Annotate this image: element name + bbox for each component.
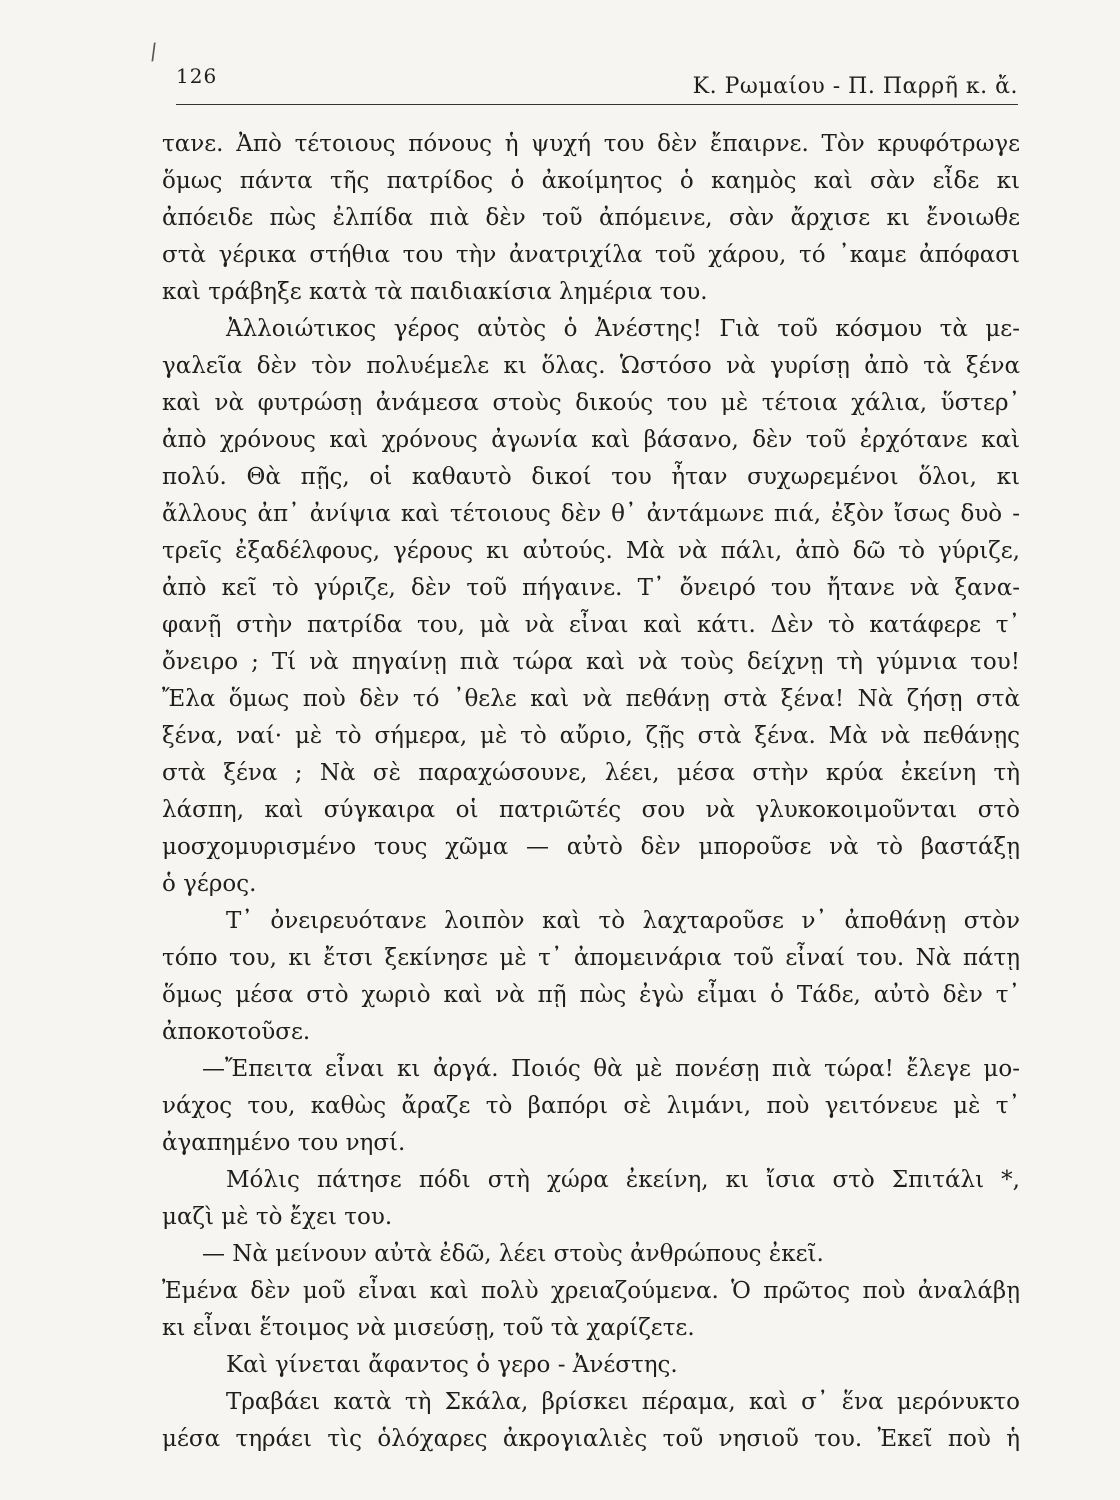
text-line: ὁ γέρος. [162, 871, 257, 897]
text-line: Τραβάει κατὰ τὴ Σκάλα, βρίσκει πέραμα, καὶ σ᾽ ἕνα μερόνυκτο [226, 1389, 1020, 1415]
text-line: ἀποκοτοῦσε. [162, 1019, 311, 1045]
text-line: —Ἔπειτα εἶναι κι ἀργά. Ποιός θὰ μὲ πονέσῃ πιὰ τώρα! ἔλεγε μο- [202, 1056, 1020, 1082]
text-line: ὅμως πάντα τῆς πατρίδος ὁ ἀκοίμητος ὁ καημὸς καὶ σὰν εἶδε κι [162, 168, 1020, 194]
margin-pencil-mark: / [147, 39, 160, 66]
text-line: τόπο του, κι ἔτσι ξεκίνησε μὲ τ᾽ ἀπομεινάρια τοῦ εἶναί του. Νὰ πάτῃ [162, 945, 1020, 971]
text-line: μαζὶ μὲ τὸ ἔχει του. [162, 1204, 393, 1230]
text-line: ἀγαπημένο του νησί. [162, 1130, 406, 1156]
text-line: στὰ ξένα ; Νὰ σὲ παραχώσουνε, λέει, μέσα στὴν κρύα ἐκείνη τὴ [162, 760, 1020, 786]
text-line: ὄνειρο ; Τί νὰ πηγαίνῃ πιὰ τώρα καὶ νὰ τοὺς δείχνῃ τὴ γύμνια του! [162, 649, 1020, 675]
text-line: μοσχομυρισμένο τους χῶμα — αὐτὸ δὲν μποροῦσε νὰ τὸ βαστάξῃ [162, 834, 1020, 860]
page-number: 126 [176, 64, 218, 88]
text-line: στὰ γέρικα στήθια του τὴν ἀνατριχίλα τοῦ χάρου, τό ᾽καμε ἀπόφασι [162, 242, 1020, 268]
text-line: Ἀλλοιώτικος γέρος αὐτὸς ὁ Ἀνέστης! Γιὰ τοῦ κόσμου τὰ με- [226, 316, 1020, 342]
text-line: Καὶ γίνεται ἄφαντος ὁ γερο - Ἀνέστης. [226, 1352, 678, 1378]
text-line: ἀπόειδε πὼς ἐλπίδα πιὰ δὲν τοῦ ἀπόμεινε, σὰν ἄρχισε κι ἔνοιωθε [162, 205, 1020, 231]
text-line: — Νὰ μείνουν αὐτὰ ἐδῶ, λέει στοὺς ἀνθρώπους ἐκεῖ. [202, 1241, 824, 1267]
text-line: φανῇ στὴν πατρίδα του, μὰ νὰ εἶναι καὶ κάτι. Δὲν τὸ κατάφερε τ᾽ [162, 612, 1020, 638]
text-line: κι εἶναι ἕτοιμος νὰ μισεύσῃ, τοῦ τὰ χαρίζετε. [162, 1315, 695, 1341]
text-line: μέσα τηράει τὶς ὁλόχαρες ἀκρογιαλιὲς τοῦ νησιοῦ του. Ἐκεῖ ποὺ ἡ [162, 1426, 1020, 1452]
text-line: ἀπὸ χρόνους καὶ χρόνους ἀγωνία καὶ βάσανο, δὲν τοῦ ἐρχότανε καὶ [162, 427, 1020, 453]
text-line: λάσπη, καὶ σύγκαιρα οἱ πατριῶτές σου νὰ γλυκοκοιμοῦνται στὸ [162, 797, 1020, 823]
text-line: τανε. Ἀπὸ τέτοιους πόνους ἡ ψυχή του δὲν ἔπαιρνε. Τὸν κρυφότρωγε [162, 131, 1020, 157]
text-line: πολύ. Θὰ πῇς, οἱ καθαυτὸ δικοί του ἦταν συχωρεμένοι ὅλοι, κι [162, 464, 1020, 490]
text-line: ὅμως μέσα στὸ χωριὸ καὶ νὰ πῇ πὼς ἐγὼ εἶμαι ὁ Τάδε, αὐτὸ δὲν τ᾽ [162, 982, 1020, 1008]
text-line: καὶ νὰ φυτρώσῃ ἀνάμεσα στοὺς δικούς του μὲ τέτοια χάλια, ὕστερ᾽ [162, 390, 1020, 416]
running-head: Κ. Ρωμαίου - Π. Παρρῆ κ. ἄ. [692, 74, 1018, 99]
text-line: ἄλλους ἀπ᾽ ἀνίψια καὶ τέτοιους δὲν θ᾽ ἀντάμωνε πιά, ἐξὸν ἴσως δυὸ - [162, 501, 1020, 527]
page-header [176, 58, 1018, 105]
text-line: ξένα, ναί· μὲ τὸ σήμερα, μὲ τὸ αὔριο, ζῇς στὰ ξένα. Μὰ νὰ πεθάνῃς [162, 723, 1020, 749]
text-line: γαλεῖα δὲν τὸν πολυέμελε κι ὅλας. Ὡστόσο νὰ γυρίσῃ ἀπὸ τὰ ξένα [162, 353, 1020, 379]
text-line: Ἐμένα δὲν μοῦ εἶναι καὶ πολὺ χρειαζούμενα. Ὁ πρῶτος ποὺ ἀναλάβῃ [162, 1278, 1020, 1304]
text-line: Τ᾽ ὀνειρευότανε λοιπὸν καὶ τὸ λαχταροῦσε ν᾽ ἀποθάνῃ στὸν [226, 908, 1020, 934]
text-line: τρεῖς ἐξαδέλφους, γέρους κι αὐτούς. Μὰ νὰ πάλι, ἀπὸ δῶ τὸ γύριζε, [162, 538, 1020, 564]
text-line: Μόλις πάτησε πόδι στὴ χώρα ἐκείνη, κι ἴσια στὸ Σπιτάλι *, [226, 1167, 1020, 1193]
text-line: νάχος του, καθὼς ἄραζε τὸ βαπόρι σὲ λιμάνι, ποὺ γειτόνευε μὲ τ᾽ [162, 1093, 1020, 1119]
text-line: Ἔλα ὅμως ποὺ δὲν τό ᾽θελε καὶ νὰ πεθάνῃ στὰ ξένα! Νὰ ζήσῃ στὰ [162, 686, 1020, 712]
text-line: ἀπὸ κεῖ τὸ γύριζε, δὲν τοῦ πήγαινε. Τ᾽ ὄνειρό του ἤτανε νὰ ξανα- [162, 575, 1020, 601]
text-line: καὶ τράβηξε κατὰ τὰ παιδιακίσια λημέρια του. [162, 279, 708, 305]
body-text [162, 126, 1020, 1458]
